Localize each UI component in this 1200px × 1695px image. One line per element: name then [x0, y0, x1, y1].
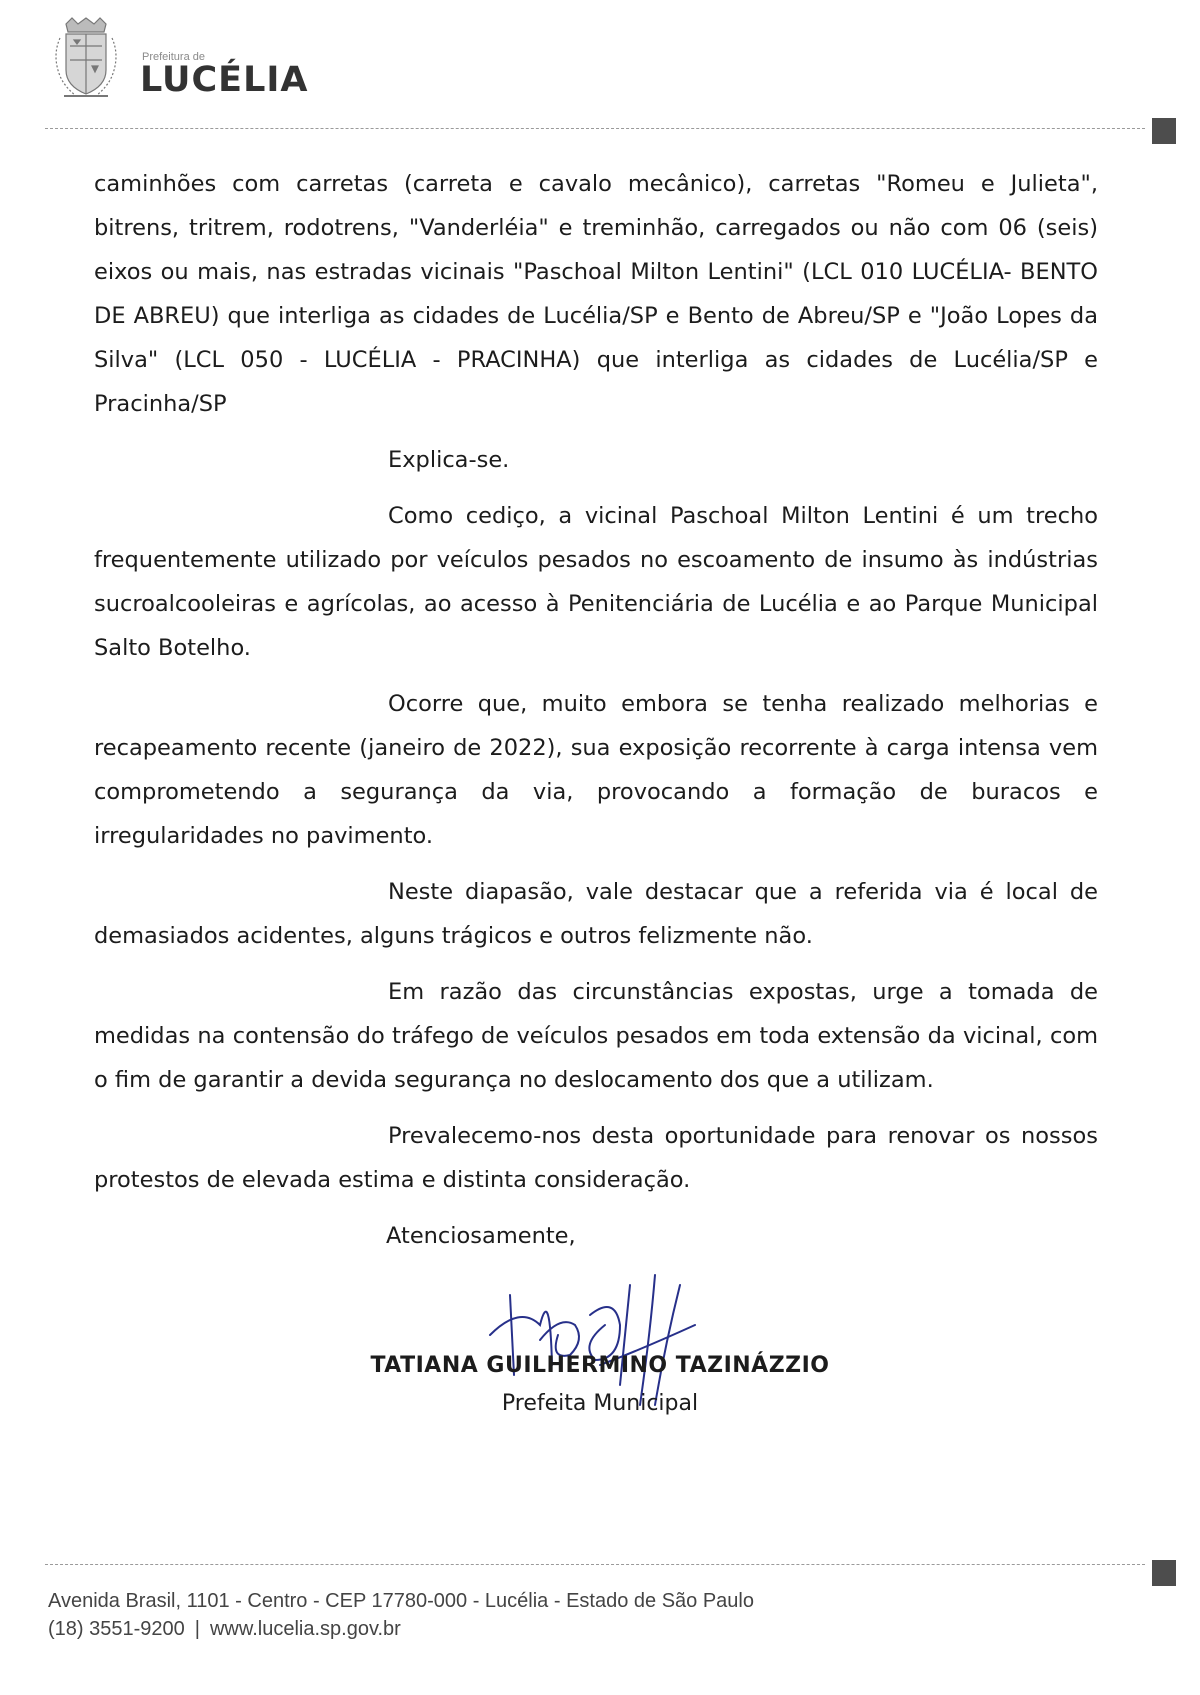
- paragraph-7: Prevalecemo-nos desta oportunidade para renovar os nossos protestos de elevada estima e distinta consideração.: [94, 1123, 1098, 1193]
- footer-website-link[interactable]: www.lucelia.sp.gov.br: [209, 1618, 401, 1640]
- paragraph-5: Neste diapasão, vale destacar que a referida via é local de demasiados acidentes, alguns trágicos e outros felizmente não.: [94, 879, 1098, 949]
- paragraph-6: Em razão das circunstâncias expostas, urge a tomada de medidas na contensão do tráfego de veículos pesados em toda extensão da vicinal, com o fim de garantir a devida segurança no deslocamento dos que a utilizam.: [94, 979, 1098, 1093]
- footer-separator: |: [194, 1618, 200, 1640]
- scan-marker-bottom: [1152, 1560, 1176, 1586]
- footer-divider: [45, 1564, 1145, 1565]
- footer-phone: (18) 3551-9200: [48, 1618, 185, 1640]
- logo-prefix: Prefeitura de: [142, 51, 205, 63]
- coat-of-arms-icon: [46, 16, 126, 102]
- paragraph-4: Ocorre que, muito embora se tenha realizado melhorias e recapeamento recente (janeiro de 2022), sua exposição recorrente à carga intensa vem comprometendo a segurança da via, provocando a formação de buracos e irregularidades no pavimento.: [94, 691, 1098, 849]
- footer-address: Avenida Brasil, 1101 - Centro - CEP 17780-000 - Lucélia - Estado de São Paulo: [48, 1590, 754, 1612]
- footer: [48, 1587, 754, 1643]
- footer-contact: [48, 1615, 754, 1643]
- logo-city-name: LUCÉLIA: [140, 60, 309, 100]
- paragraph-1: caminhões com carretas (carreta e cavalo mecânico), carretas "Romeu e Julieta", bitrens, tritrem, rodotrens, "Vanderléia" e treminhão, carregados ou não com 06 (seis) eixos ou mais, nas estradas vicinais "Paschoal Milton Lentini" (LCL 010 LUCÉLIA- BENTO DE ABREU) que interliga as cidades de Lucélia/SP e Bento de Abreu/SP e "João Lopes da Silva" (LCL 050 - LUCÉLIA - PRACINHA) que interliga as cidades de Lucélia/SP e Pracinha/SP: [94, 171, 1098, 417]
- signature-block: [360, 1265, 840, 1425]
- paragraph-3: Como cediço, a vicinal Paschoal Milton Lentini é um trecho frequentemente utilizado por veículos pesados no escoamento de insumo às indústrias sucroalcooleiras e agrícolas, ao acesso à Penitenciária de Lucélia e ao Parque Municipal Salto Botelho.: [94, 503, 1098, 661]
- signatory-name: TATIANA GUILHERMINO TAZINÁZZIO: [370, 1353, 830, 1378]
- scan-marker: [1152, 118, 1176, 144]
- letter-body: [94, 162, 1098, 1258]
- closing-salutation: Atenciosamente,: [386, 1223, 576, 1249]
- header-divider: [45, 128, 1145, 129]
- municipal-logo: [46, 16, 309, 106]
- signatory-role: Prefeita Municipal: [501, 1391, 699, 1416]
- paragraph-2: Explica-se.: [388, 447, 510, 473]
